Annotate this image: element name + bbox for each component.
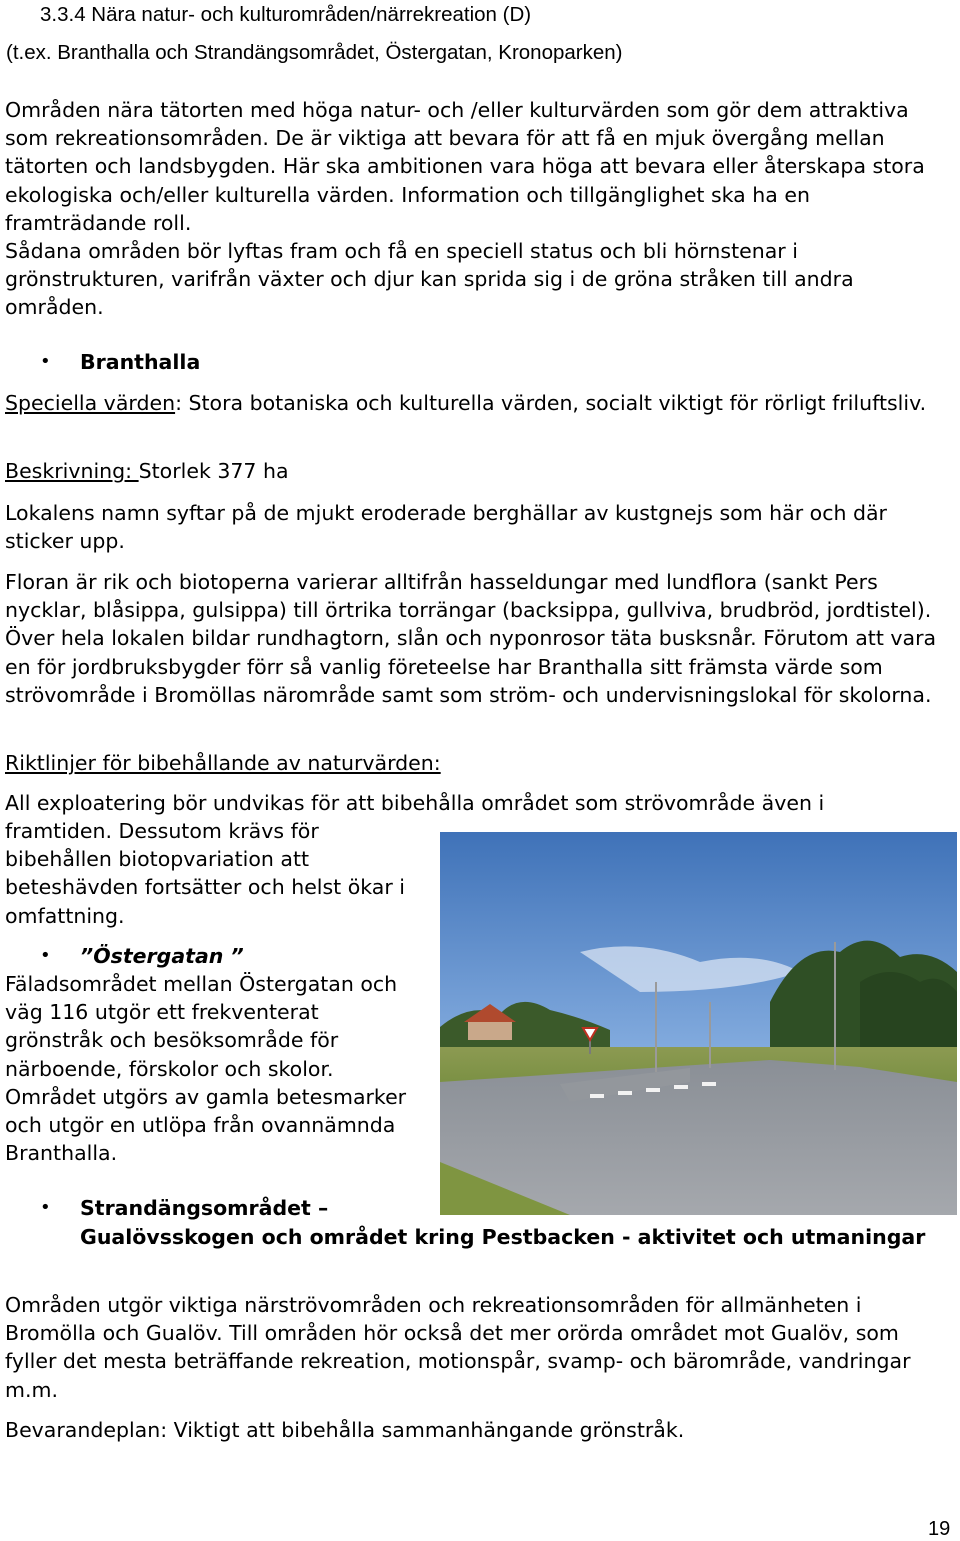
- branthalla-values: [5, 389, 950, 417]
- guidelines-text: framtiden. Dessutom krävs för bibehållen biotopvariation att beteshävden fortsätter och helst ökar i omfattning.: [5, 819, 405, 928]
- branthalla-heading: Branthalla: [80, 350, 201, 374]
- ostergatan-heading: [80, 942, 420, 971]
- intro-paragraph-2: Sådana områden bör lyftas fram och få en speciell status och bli hörnstenar i grönstrukturen, varifrån växter och djur kan sprida sig i de gröna stråken till andra områden.: [5, 239, 854, 320]
- description-text: Storlek 377 ha: [138, 459, 289, 483]
- intro-paragraph: Områden nära tätorten med höga natur- och /eller kulturvärden som gör dem attraktiva som rekreationsområden. De är viktiga att bevara för att få en mjuk övergång mellan tätorten och landsbygden. Här ska ambitionen vara höga att bevara eller återskapa stora ekologiska och/eller kulturella värden. Information och tillgänglighet ska ha en framträdande roll.: [5, 98, 925, 235]
- section-subheading: (t.ex. Branthalla och Strandängsområdet, Östergatan, Kronoparken): [6, 41, 623, 64]
- ostergatan-title: ”Östergatan ”: [80, 944, 244, 968]
- strandang-title-line-1: Strandängsområdet –: [80, 1196, 329, 1220]
- values-text: : Stora botaniska och kulturella värden, socialt viktigt för rörligt friluftsliv.: [175, 391, 927, 415]
- guidelines-line-1: All exploatering bör undvikas för att bibehålla området som strövområde även i: [5, 791, 825, 815]
- section-heading: 3.3.4 Nära natur- och kulturområden/närrekreation (D): [40, 3, 532, 26]
- page-number: 19: [928, 1518, 951, 1540]
- ostergatan-paragraph: Fäladsområdet mellan Östergatan och väg 116 utgör ett frekventerat grönstråk och besöksområde för närboende, förskolor och skolor. Området utgörs av gamla betesmarker och utgör en utlöpa från ovannämnda Branthalla.: [5, 972, 407, 1166]
- branthalla-paragraph-1: Lokalens namn syftar på de mjukt eroderade berghällar av kustgnejs som här och där sticker upp.: [5, 501, 887, 554]
- description-label: Beskrivning:: [5, 459, 139, 483]
- strandang-title-line-2: Gualövsskogen och området kring Pestbacken - aktivitet och utmaningar: [80, 1224, 926, 1249]
- strandang-paragraph: Områden utgör viktiga närströvområden och rekreationsområden för allmänheten i Bromölla och Gualöv. Till områden hör också det mer orörda området mot Gualöv, som fyller det mesta beträffande rekreation, motionspår, svamp- och bärområde, vandringar m.m.: [5, 1293, 911, 1402]
- bullet-marker: •: [40, 945, 51, 966]
- branthalla-paragraph-2: Floran är rik och biotoperna varierar alltifrån hasseldungar med lundflora (sankt Pers nycklar, blåsippa, gulsippa) till örtrika torrängar (backsippa, gullviva, brudbröd, jordtistel). Över hela lokalen bildar rundhagtorn, slån och nyponrosor täta busksnår. Förutom att vara en för jordbruksbygder förr så vanlig företeelse har Branthalla sitt främsta värde som strövområde i Bromöllas närområde samt som ström- och undervisningslokal för skolorna.: [5, 570, 937, 707]
- road-photo: [440, 832, 957, 1215]
- values-label: Speciella värden: [5, 391, 176, 415]
- branthalla-description: [5, 457, 950, 485]
- bullet-marker: •: [40, 351, 51, 372]
- strandang-heading: [80, 1194, 940, 1251]
- bullet-marker: •: [40, 1197, 51, 1218]
- bevarandeplan-paragraph: Bevarandeplan: Viktigt att bibehålla sammanhängande grönstråk.: [5, 1418, 685, 1442]
- guidelines-heading: Riktlinjer för bibehållande av naturvärden:: [5, 751, 441, 775]
